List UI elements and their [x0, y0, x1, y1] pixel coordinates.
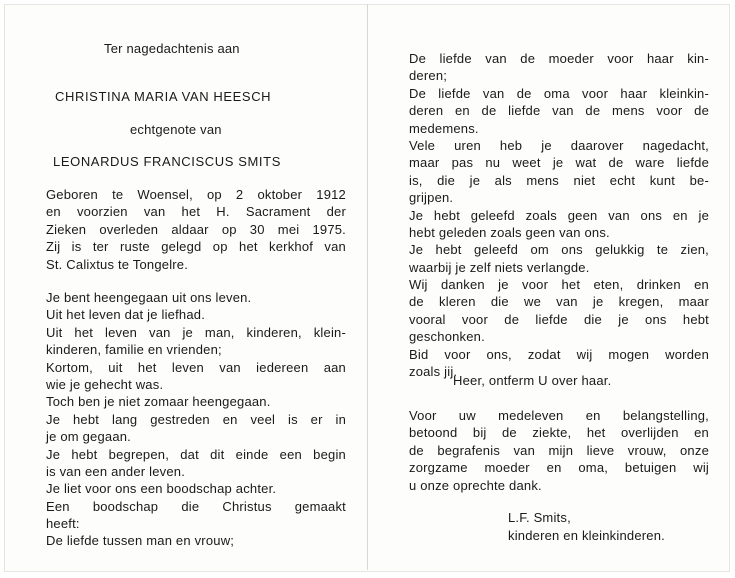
bio-line: en voorzien van het H. Sacrament der	[46, 204, 346, 220]
bio-line: Zij is ter ruste gelegd op het kerkhof van	[46, 239, 346, 255]
poem-line: Je hebt begrepen, dat dit einde een begin	[46, 446, 346, 462]
poem-line: Je hebt geleefd om ons gelukkig te zien,	[409, 242, 709, 258]
poem-line: Vele uren heb je daarover nagedacht,	[409, 137, 709, 153]
poem-line: medemens.	[409, 120, 479, 136]
poem-line: De liefde tussen man en vrouw;	[46, 533, 235, 549]
poem-line: Bid voor ons, zodat wij mogen worden	[409, 346, 709, 362]
bio-line: Zieken overleden aldaar op 30 mei 1975.	[46, 221, 346, 237]
thanks-line: de begrafenis van mijn lieve vrouw, onze	[409, 442, 709, 458]
thanks-line: zorgzame moeder en oma, betuigen wij	[409, 460, 709, 476]
poem-line: is van een ander leven.	[46, 463, 186, 479]
poem-line: Toch ben je niet zomaar heengegaan.	[46, 394, 271, 410]
poem-line: De liefde van de oma voor haar kleinkin-	[409, 85, 709, 101]
poem-line: Je hebt geleefd zoals geen van ons en je	[409, 207, 709, 223]
poem-line: Uit het leven van je man, kinderen, klein-	[46, 324, 346, 340]
poem-line: Je liet voor ons een boodschap achter.	[46, 481, 277, 497]
thanks-line: betoond bij de ziekte, het overlijden en	[409, 425, 709, 441]
poem-line: Uit het leven dat je liefhad.	[46, 307, 206, 323]
spouse-name: LEONARDUS FRANCISCUS SMITS	[53, 154, 281, 169]
signature-name: L.F. Smits,	[508, 510, 571, 525]
poem-line: is, die je als mens niet echt kunt be-	[409, 172, 709, 188]
poem-line: de kleren die we van je kregen, maar	[409, 294, 709, 310]
deceased-name: CHRISTINA MARIA VAN HEESCH	[55, 89, 272, 104]
signature-family: kinderen en kleinkinderen.	[508, 528, 665, 543]
poem-line: deren en de liefde van de mens voor de	[409, 103, 709, 119]
poem-left	[46, 289, 346, 550]
poem-line: Kortom, uit het leven van iedereen aan	[46, 359, 346, 375]
bio-paragraph	[46, 186, 346, 273]
poem-line: Je hebt lang gestreden en veel is er in	[46, 411, 346, 427]
poem-line: zoals jij.	[409, 364, 458, 380]
prayer-line: Heer, ontferm U over haar.	[453, 373, 612, 388]
bio-line: St. Calixtus te Tongelre.	[46, 256, 189, 272]
poem-line: Wij danken je voor het eten, drinken en	[409, 277, 709, 293]
poem-line: geschonken.	[409, 329, 485, 345]
poem-line: De liefde van de moeder voor haar kin-	[409, 51, 709, 66]
card-fold-line	[367, 4, 368, 570]
poem-line: Een boodschap die Christus gemaakt	[46, 498, 346, 514]
poem-line: hebt geleden zoals geen van ons.	[409, 224, 610, 240]
header-intro: Ter nagedachtenis aan	[104, 41, 240, 56]
poem-line: waarbij je zelf niets verlangde.	[409, 259, 590, 275]
poem-line: deren;	[409, 68, 448, 84]
poem-line: vooral voor de liefde die je ons hebt	[409, 311, 709, 327]
poem-line: kinderen, familie en vrienden;	[46, 342, 222, 358]
poem-line: je om gegaan.	[46, 429, 131, 445]
thanks-line: Voor uw medeleven en belangstelling,	[409, 408, 709, 423]
poem-line: wie je gehecht was.	[46, 376, 164, 392]
poem-line: maar pas nu weet je wat de ware liefde	[409, 155, 709, 171]
poem-line: heeft:	[46, 516, 80, 532]
bio-line: Geboren te Woensel, op 2 oktober 1912	[46, 187, 346, 202]
poem-right	[409, 50, 709, 380]
poem-line: grijpen.	[409, 190, 454, 206]
poem-line: Je bent heengegaan uit ons leven.	[46, 290, 252, 305]
thanks-line: u onze oprechte dank.	[409, 477, 542, 493]
relation-text: echtgenote van	[130, 122, 222, 137]
thanks-paragraph	[409, 407, 709, 494]
